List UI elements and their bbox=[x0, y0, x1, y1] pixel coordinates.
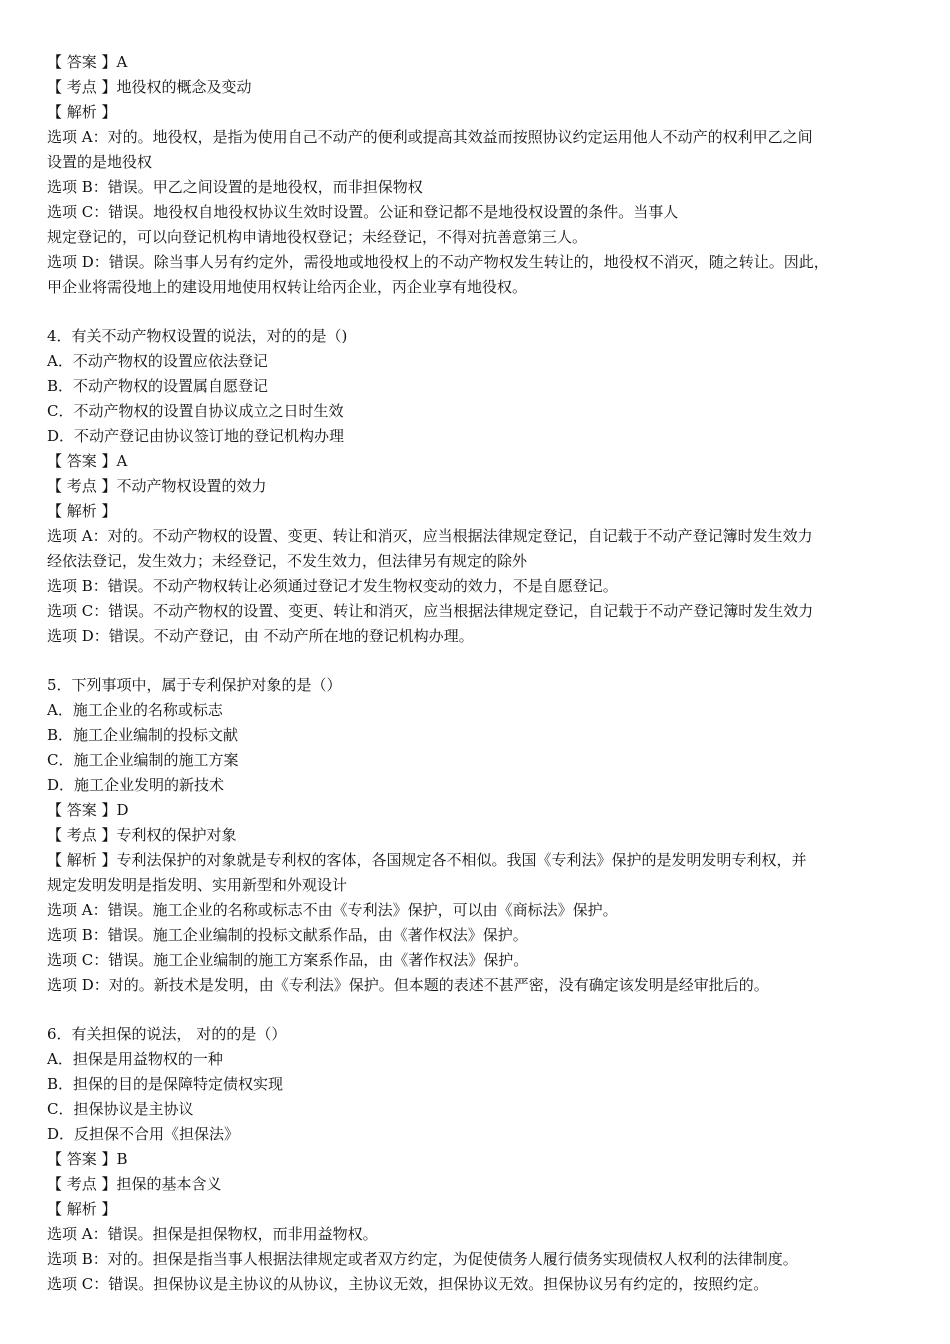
text-line: D．反担保不合用《担保法》 bbox=[47, 1125, 240, 1143]
text-line: 规定登记的，可以向登记机构申请地役权登记；未经登记，不得对抗善意第三人。 bbox=[47, 228, 588, 246]
text-line: 4．有关不动产物权设置的说法，对的的是（) bbox=[47, 327, 348, 345]
text-line: 【 答案 】A bbox=[47, 452, 128, 470]
text-line: 【 考点 】不动产物权设置的效力 bbox=[47, 477, 267, 495]
text-line: B．不动产物权的设置属自愿登记 bbox=[47, 377, 269, 395]
text-line: 5．下列事项中，属于专利保护对象的是（） bbox=[47, 676, 342, 694]
text-line: A．不动产物权的设置应依法登记 bbox=[47, 352, 268, 370]
text-line: 甲企业将需役地上的建设用地使用权转让给丙企业，丙企业享有地役权。 bbox=[47, 278, 528, 296]
text-line: 选项 B：错误。不动产物权转让必须通过登记才发生物权变动的效力，不是自愿登记。 bbox=[47, 577, 618, 595]
text-line: 6．有关担保的说法， 对的的是（） bbox=[47, 1025, 287, 1043]
paragraph-gap bbox=[47, 300, 919, 324]
text-line: 选项 A：对的。地役权，是指为使用自己不动产的便利或提高其效益而按照协议约定运用他人不动产的权利甲乙之间 bbox=[47, 128, 813, 146]
text-line: 选项 A：错误。施工企业的名称或标志不由《专利法》保护，可以由《商标法》保护。 bbox=[47, 901, 618, 919]
text-line: D．不动产登记由协议签订地的登记机构办理 bbox=[47, 427, 345, 445]
text-line: 选项 C：错误。不动产物权的设置、变更、转让和消灭，应当根据法律规定登记，自记载于不动产登记簿时发生效力 bbox=[47, 602, 814, 620]
paragraph-gap bbox=[47, 649, 919, 673]
text-line: 经依法登记，发生效力；未经登记，不发生效力，但法律另有规定的除外 bbox=[47, 552, 528, 570]
text-line: 选项 A：对的。不动产物权的设置、变更、转让和消灭，应当根据法律规定登记，自记载于不动产登记簿时发生效力 bbox=[47, 527, 813, 545]
text-line: 【 考点 】专利权的保护对象 bbox=[47, 826, 237, 844]
text-line: 选项 B：对的。担保是指当事人根据法律规定或者双方约定，为促使债务人履行债务实现债权人权利的法律制度。 bbox=[47, 1250, 798, 1268]
document-page bbox=[47, 50, 919, 1297]
text-line: 选项 A：错误。担保是担保物权，而非用益物权。 bbox=[47, 1225, 378, 1243]
text-line: B．担保的目的是保障特定债权实现 bbox=[47, 1075, 284, 1093]
text-line: 【 答案 】B bbox=[47, 1150, 128, 1168]
text-line: A．担保是用益物权的一种 bbox=[47, 1050, 223, 1068]
text-line: 选项 C：错误。担保协议是主协议的从协议，主协议无效，担保协议无效。担保协议另有约定的，按照约定。 bbox=[47, 1275, 769, 1293]
text-line: 选项 D：对的。新技术是发明，由《专利法》保护。但本题的表述不甚严密，没有确定该发明是经审批后的。 bbox=[47, 976, 769, 994]
paragraph-gap bbox=[47, 998, 919, 1022]
text-line: 选项 D：错误。不动产登记，由 不动产所在地的登记机构办理。 bbox=[47, 627, 474, 645]
text-line: C．施工企业编制的施工方案 bbox=[47, 751, 239, 769]
text-line: 选项 D：错误。除当事人另有约定外，需役地或地役权上的不动产物权发生转让的，地役权不消灭，随之转让。因此， bbox=[47, 253, 829, 271]
text-line: 【 解析 】 bbox=[47, 1200, 117, 1218]
text-line: 规定发明发明是指发明、实用新型和外观设计 bbox=[47, 876, 348, 894]
text-line: A．施工企业的名称或标志 bbox=[47, 701, 223, 719]
text-line: 【 考点 】地役权的概念及变动 bbox=[47, 78, 252, 96]
text-line: 【 解析 】 bbox=[47, 103, 117, 121]
text-line: B．施工企业编制的投标文献 bbox=[47, 726, 239, 744]
text-line: 【 解析 】专利法保护的对象就是专利权的客体，各国规定各不相似。我国《专利法》保护的是发明发明专利权，并 bbox=[47, 851, 807, 869]
text-line: 选项 C：错误。施工企业编制的施工方案系作品，由《著作权法》保护。 bbox=[47, 951, 529, 969]
text-line: 选项 C：错误。地役权自地役权协议生效时设置。公证和登记都不是地役权设置的条件。当事人 bbox=[47, 203, 679, 221]
text-line: 【 答案 】D bbox=[47, 801, 129, 819]
text-line: 选项 B：错误。甲乙之间设置的是地役权，而非担保物权 bbox=[47, 178, 423, 196]
text-line: 【 考点 】担保的基本含义 bbox=[47, 1175, 222, 1193]
text-line: 【 解析 】 bbox=[47, 502, 117, 520]
text-line: D．施工企业发明的新技术 bbox=[47, 776, 225, 794]
text-line: 【 答案 】A bbox=[47, 53, 128, 71]
text-line: 选项 B：错误。施工企业编制的投标文献系作品，由《著作权法》保护。 bbox=[47, 926, 528, 944]
text-line: C．不动产物权的设置自协议成立之日时生效 bbox=[47, 402, 344, 420]
text-line: 设置的是地役权 bbox=[47, 153, 153, 171]
text-line: C．担保协议是主协议 bbox=[47, 1100, 194, 1118]
